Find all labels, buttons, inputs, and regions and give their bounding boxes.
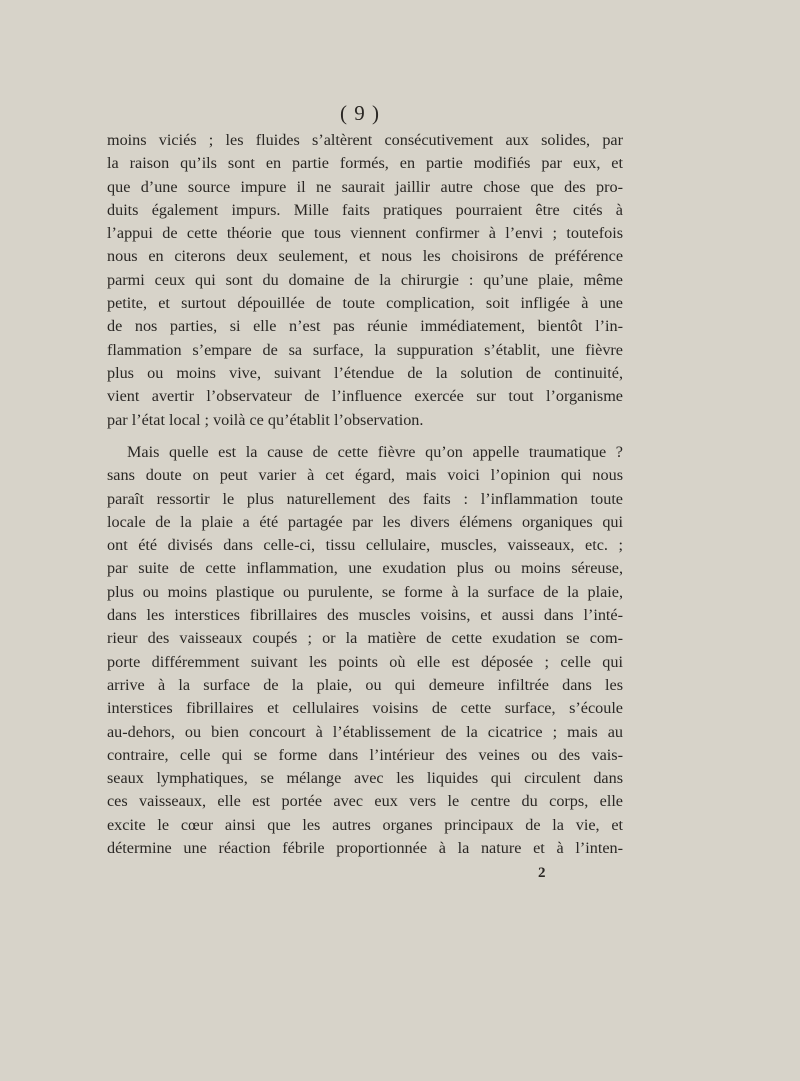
text-line: par l’état local ; voilà ce qu’établit l’observation. [107, 410, 424, 429]
text-line: ont été divisés dans celle-ci, tissu cellulaire, muscles, vaisseaux, etc. ; [107, 536, 623, 555]
text-line: sans doute on peut varier à cet égard, mais voici l’opinion qui nous [107, 466, 623, 485]
text-line: porte différemment suivant les points où elle est déposée ; celle qui [107, 652, 623, 671]
text-line: moins viciés ; les fluides s’altèrent consécutivement aux solides, par [107, 131, 623, 149]
text-line: ces vaisseaux, elle est portée avec eux vers le centre du corps, elle [107, 792, 623, 811]
paragraph-2 [107, 441, 623, 860]
paragraph-1 [107, 129, 623, 432]
signature-mark: 2 [538, 865, 546, 881]
text-line: au-dehors, ou bien concourt à l’établissement de la cicatrice ; mais au [107, 722, 623, 741]
page-number: ( 9 ) [340, 101, 380, 125]
text-line: locale de la plaie a été partagée par les divers élémens organiques qui [107, 512, 623, 531]
text-line: rieur des vaisseaux coupés ; or la matière de cette exudation se com- [107, 629, 623, 648]
text-line: vient avertir l’observateur de l’influence exercée sur tout l’organisme [107, 387, 623, 406]
text-line: interstices fibrillaires et cellulaires voisins de cette surface, s’écoule [107, 699, 623, 718]
text-line: de nos parties, si elle n’est pas réunie immédiatement, bientôt l’in- [107, 317, 623, 336]
text-line: par suite de cette inflammation, une exudation plus ou moins séreuse, [107, 559, 623, 578]
text-line: que d’une source impure il ne saurait jaillir autre chose que des pro- [107, 177, 623, 196]
text-line: plus ou moins vive, suivant l’étendue de la solution de continuité, [107, 363, 623, 382]
text-line: Mais quelle est la cause de cette fièvre qu’on appelle traumatique ? [127, 443, 623, 461]
text-line: petite, et surtout dépouillée de toute complication, soit infligée à une [107, 294, 623, 313]
text-line: seaux lymphatiques, se mélange avec les liquides qui circulent dans [107, 769, 623, 788]
text-line: dans les interstices fibrillaires des muscles voisins, et aussi dans l’inté- [107, 606, 623, 625]
text-line: contraire, celle qui se forme dans l’intérieur des veines ou des vais- [107, 745, 623, 764]
text-line: nous en citerons deux seulement, et nous les choisirons de préférence [107, 247, 623, 266]
text-line: excite le cœur ainsi que les autres organes principaux de la vie, et [107, 815, 623, 834]
text-line: l’appui de cette théorie que tous viennent confirmer à l’envi ; toutefois [107, 224, 623, 243]
text-line: arrive à la surface de la plaie, ou qui demeure infiltrée dans les [107, 675, 623, 694]
text-line: duits également impurs. Mille faits pratiques pourraient être cités à [107, 200, 623, 219]
text-line: la raison qu’ils sont en partie formés, en partie modifiés par eux, et [107, 154, 623, 173]
text-line: paraît ressortir le plus naturellement des faits : l’inflammation toute [107, 489, 623, 508]
text-line: détermine une réaction fébrile proportionnée à la nature et à l’inten- [107, 839, 623, 858]
text-line: parmi ceux qui sont du domaine de la chirurgie : qu’une plaie, même [107, 270, 623, 289]
text-line: flammation s’empare de sa surface, la suppuration s’établit, une fièvre [107, 340, 623, 359]
text-line: plus ou moins plastique ou purulente, se forme à la surface de la plaie, [107, 582, 623, 601]
